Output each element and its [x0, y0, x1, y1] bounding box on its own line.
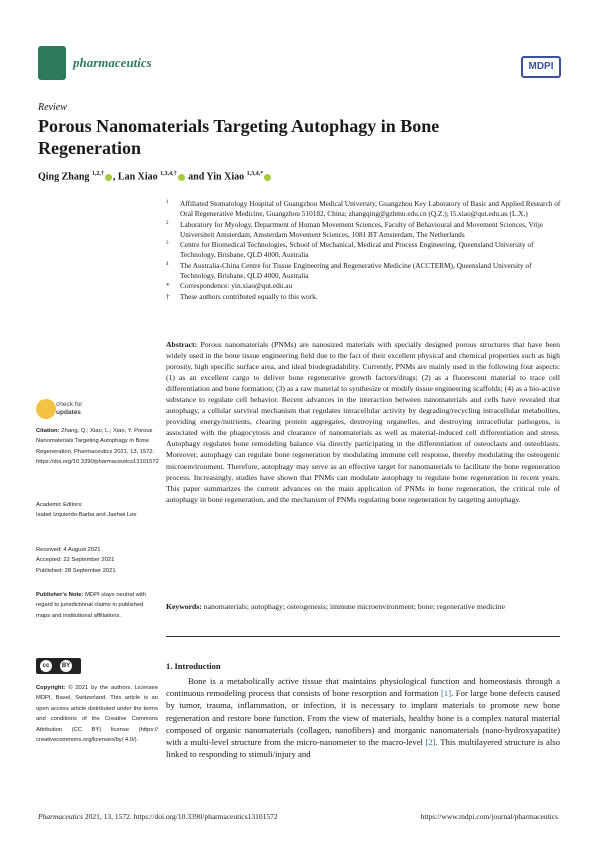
orcid-icon[interactable]	[105, 174, 112, 181]
author-affiliation-mark: 1,3,4,†	[160, 171, 177, 177]
article-title: Porous Nanomaterials Targeting Autophagy in Bone Regeneration	[38, 116, 440, 158]
copyright-block	[36, 683, 158, 745]
received-date: Received: 4 August 2021	[36, 547, 101, 553]
published-date: Published: 28 September 2021	[36, 567, 116, 574]
accepted-date: Accepted: 22 September 2021	[36, 557, 115, 564]
affiliation-item: 4 The Australia-China Centre for Tissue Engineering and Regenerative Medicine (ACCTERM), Queensland University of Technology, Brisbane, QLD 4000, Australia	[166, 260, 532, 281]
keywords	[166, 601, 560, 612]
orcid-icon[interactable]	[178, 174, 185, 181]
footer-url[interactable]: https://www.mdpi.com/journal/pharmaceutics	[420, 812, 558, 821]
cc-icon: cc	[40, 660, 52, 672]
publisher-note-text: MDPI stays neutral with regard to jurisdictional claims in published maps and institutional affiliations.	[36, 592, 146, 619]
equal-contribution-note: † These authors contributed equally to this work.	[166, 291, 318, 301]
introduction-paragraph: Bone is a metabolically active tissue that maintains physiological function and homeostasis through a continuous remodeling process that consists of bone resorption and formation [1]. For large bone defects caused by tumor, trauma, inflammation, or infection, it is necessary to implant materials to promote new bone regeneration and restore bone function. From the view of materials, healthy bone is a complex natural material composed of organic nanomaterials (collagen, nanofibers) and inorganic nanomaterials (nano-hydroxyapatite) with a multi-level structure from the micro-nanometer to the macro-level [2]. This multilayered structure is also linked to responding to stimuli/injury and	[166, 676, 560, 760]
editors-names: Isabel Izquierdo-Barba and Jaehwi Lee	[36, 512, 137, 519]
correspondence: * Correspondence: yin.xiao@qut.edu.au	[166, 281, 293, 291]
author-name: Yin Xiao	[206, 171, 245, 183]
affiliation-item: 2 Laboratory for Myology, Department of Human Movement Sciences, Faculty of Behavioural and Movement Sciences, Vrije Universiteit Amsterdam, Amsterdam Movement Sciences, 1081 BT Amsterdam, The Netherlands	[166, 219, 544, 239]
journal-name: pharmaceutics	[73, 55, 152, 70]
cc-by-license-icon[interactable]	[36, 658, 81, 674]
affiliation-item: 1 Affiliated Stomatology Hospital of Guangzhou Medical University, Guangzhou Key Laboratory of Basic and Applied Research of Oral Regenerative Medicine, Guangzhou 510182, China; zhangqing@gzhmu.edu.cn (Q.Z.); l5.xiao@qut.edu.au (L.X.)	[166, 199, 561, 219]
orcid-icon[interactable]	[264, 174, 271, 181]
author-name: Lan Xiao	[117, 171, 158, 183]
citation-label: Citation:	[36, 428, 60, 434]
editors-label: Academic Editors:	[36, 502, 83, 508]
affiliation-item: 3 Centre for Biomedical Technologies, School of Mechanical, Medical and Process Engineering, Queensland University of Technology, Brisbane, QLD 4000, Australia	[166, 240, 534, 260]
keywords-text: nanomaterials; autophagy; osteogenesis; immune microenvironment; bone; regenerative medicine	[203, 602, 506, 611]
footer-journal: Pharmaceutics	[38, 812, 83, 821]
abstract	[166, 339, 560, 505]
academic-editors	[36, 500, 158, 521]
publisher-note-label: Publisher's Note:	[36, 592, 84, 598]
affiliations	[166, 199, 562, 302]
citation-link[interactable]: [2]	[425, 737, 436, 748]
publisher-logo: MDPI	[521, 56, 561, 78]
by-icon: BY	[60, 660, 72, 672]
check-for-updates-label[interactable]: check for updates	[56, 401, 83, 416]
author-name: Qing Zhang	[38, 171, 90, 183]
publisher-note	[36, 590, 158, 621]
footer-citation	[38, 812, 278, 821]
check-for-updates-icon[interactable]	[36, 399, 56, 419]
abstract-text: Porous nanomaterials (PNMs) are nanosized materials with specially designed porous structures that have been widely used in the bone tissue engineering field due to the fact of their excellent physical and chemical properties such as high porosity, high specific surface area, and ideal biodegradability. Currently, PNMs are mainly used in the following four aspects: (1) as an excellent cargo to deliver bone regenerative growth factors/drugs; (2) as a fluorescent material to trace cell differentiation and bone formation; (3) as a raw material to synthesize or modify tissue engineering scaffolds; (4) as a bio-active substance to regulate cell behavior. Recent advances in the interaction between nanomaterials and cells have revealed that autophagy, a cellular survival mechanism that regulates intracellular activity by degrading/recycling intracellular metabolites, providing energy/nutrients, clearing protein aggregates, destroying organelles, and destroying intracellular pathogens, is associated with the phagocytosis and clearance of nanomaterials as well as material-induced cell differentiation and stress. Autophagy regulates bone remodeling balance via directly participating in the differentiation of osteoclasts and osteoblasts. Moreover, autophagy can regulate bone regeneration by modulating immune cell response, thereby modulating the osteogenic microenvironment. Therefore, autophagy may serve as an effective target for nanomaterials to facilitate the bone regeneration process. Increasingly, studies have shown that PNMs can modulate autophagy to regulate bone regeneration in recent years. This paper summarizes the current advances on the main application of PNMs in bone regeneration, the critical role of autophagy in bone regeneration, and the mechanism of PNMs regulating bone regeneration by targeting autophagy.	[166, 340, 561, 504]
footer-doi[interactable]: 2021, 13, 1572. https://doi.org/10.3390/pharmaceutics13101572	[83, 812, 278, 821]
author-affiliation-mark: 1,2,†	[91, 171, 104, 177]
divider	[166, 636, 560, 637]
keywords-label: Keywords:	[166, 602, 202, 611]
author-list: Qing Zhang $^{1,2,\dagger}$ , Lan Xiao $^{1,3,4,\dagger}$ and Yin Xiao $^{1,3,4,*}$	[38, 171, 272, 182]
citation-text: Zhang, Q.; Xiao, L.; Xiao, Y. Porous Nanomaterials Targeting Autophagy in Bone Regeneration. Pharmaceutics 2021, 13, 1572. https://doi.org/10.3390/pharmaceutics13101572	[36, 428, 159, 466]
copyright-label: Copyright:	[36, 685, 66, 691]
publication-dates	[36, 545, 158, 576]
abstract-label: Abstract:	[166, 340, 198, 349]
citation-block	[36, 426, 158, 468]
author-affiliation-mark: 1,3,4,*	[246, 171, 264, 177]
journal-logo	[38, 46, 66, 80]
section-heading: 1. Introduction	[166, 661, 221, 671]
article-type: Review	[38, 102, 67, 113]
citation-link[interactable]: [1]	[441, 688, 452, 699]
copyright-text: © 2021 by the authors. Licensee MDPI, Basel, Switzerland. This article is an open access article distributed under the terms and conditions of the Creative Commons Attribution (CC BY) license (https:// creativecommons.org/licenses/by/ 4.0/).	[36, 685, 158, 744]
